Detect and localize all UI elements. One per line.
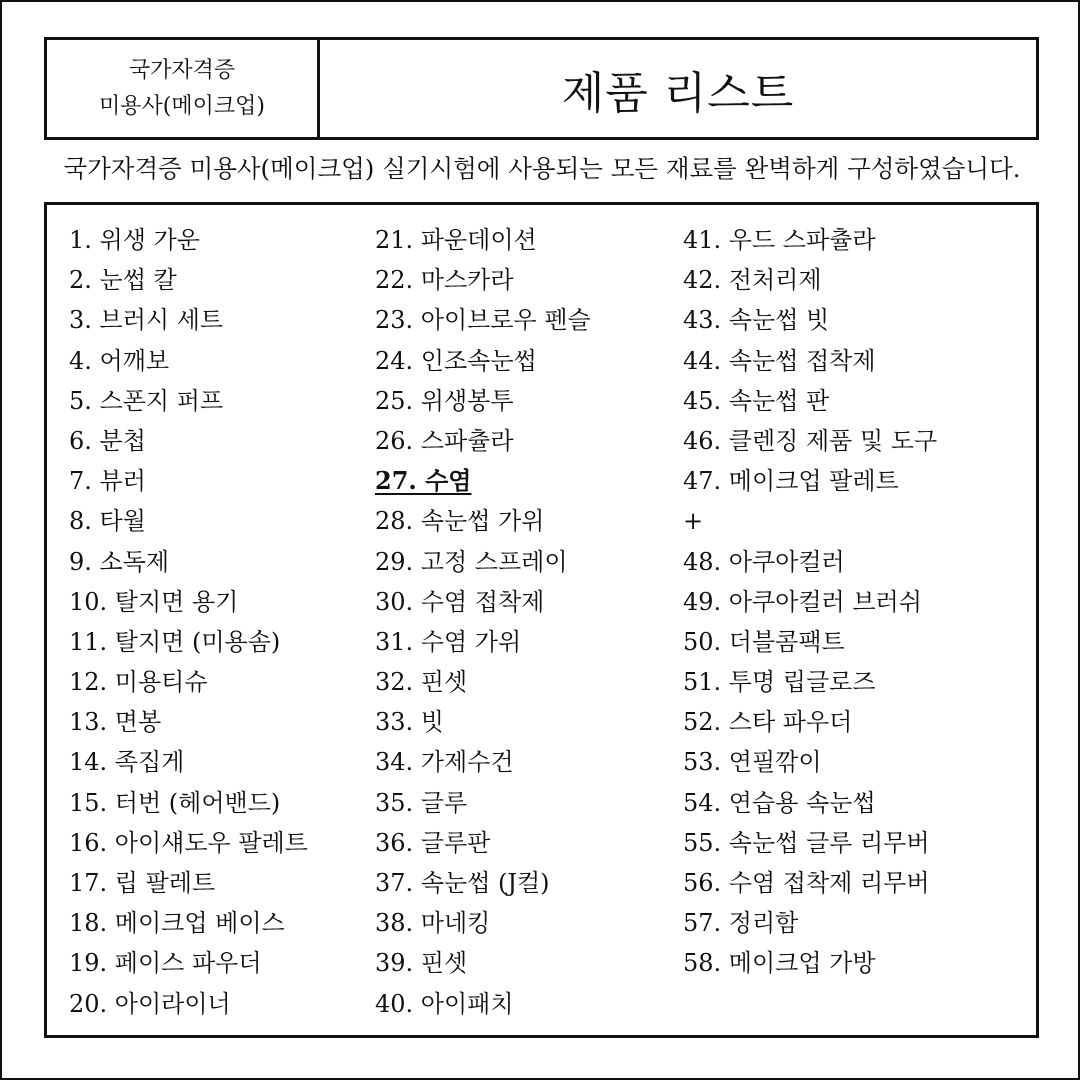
product-list-item: 7. 뷰러 (69, 467, 146, 496)
product-list-item: + (683, 507, 704, 536)
product-list-item: 45. 속눈썹 판 (683, 386, 830, 415)
product-list-item: 57. 정리함 (683, 909, 799, 938)
product-list-item: 34. 가제수건 (375, 748, 514, 777)
product-list-item: 31. 수염 가위 (375, 627, 522, 656)
product-list-item: 35. 글루 (375, 788, 468, 817)
product-list-item: 1. 위생 가운 (69, 226, 200, 254)
product-list-item: 26. 스파츌라 (375, 426, 514, 455)
page-title: 제품 리스트 (561, 67, 795, 119)
product-list-item: 30. 수염 접착제 (375, 587, 545, 616)
product-list-item: 43. 속눈썹 빗 (683, 306, 830, 335)
product-list-item: 20. 아이라이너 (69, 989, 231, 1018)
product-list-item: 19. 페이스 파우더 (69, 949, 262, 978)
product-column-1 (69, 222, 308, 1026)
product-list-item: 38. 마네킹 (375, 909, 491, 938)
product-list-item: 49. 아쿠아컬러 브러쉬 (683, 587, 922, 616)
product-list-item: 27. 수염 (375, 466, 472, 496)
product-list-item: 2. 눈썹 칼 (69, 266, 177, 295)
product-list (44, 202, 1039, 1038)
product-column-3 (683, 222, 937, 986)
product-list-item: 42. 전처리제 (683, 266, 822, 295)
product-list-item: 18. 메이크업 베이스 (69, 909, 285, 938)
product-list-item: 21. 파운데이션 (375, 226, 537, 254)
product-list-item: 13. 면봉 (69, 708, 162, 737)
product-list-item: 36. 글루판 (375, 828, 491, 857)
product-list-item: 55. 속눈썹 글루 리무버 (683, 828, 930, 857)
product-list-item: 47. 메이크업 팔레트 (683, 467, 899, 496)
product-list-item: 4. 어깨보 (69, 346, 170, 375)
product-list-item: 15. 터번 (헤어밴드) (69, 788, 281, 817)
product-list-item: 24. 인조속눈썹 (375, 346, 537, 375)
product-list-item: 32. 핀셋 (375, 668, 468, 697)
product-list-item: 9. 소독제 (69, 547, 170, 576)
product-list-item: 17. 립 팔레트 (69, 869, 216, 897)
product-list-item: 11. 탈지면 (미용솜) (69, 627, 281, 656)
product-list-item: 58. 메이크업 가방 (683, 949, 876, 978)
product-column-2 (375, 222, 591, 1026)
certification-cell (47, 40, 320, 137)
product-list-item: 40. 아이패치 (375, 989, 514, 1018)
header-table (44, 37, 1039, 140)
product-list-item: 10. 탈지면 용기 (69, 587, 239, 616)
product-list-item: 39. 핀셋 (375, 949, 468, 978)
product-list-item: 29. 고정 스프레이 (375, 547, 568, 576)
product-list-item: 41. 우드 스파츌라 (683, 226, 876, 254)
subtitle-text: 국가자격증 미용사(메이크업) 실기시험에 사용되는 모든 재료를 완벽하게 구성하였습니다. (63, 154, 1021, 183)
certification-line-1: 국가자격증 (128, 57, 236, 83)
certification-line-2: 미용사(메이크업) (99, 93, 265, 119)
product-list-item: 16. 아이섀도우 팔레트 (69, 828, 308, 857)
product-list-item: 33. 빗 (375, 708, 444, 737)
product-list-item: 23. 아이브로우 펜슬 (375, 306, 591, 335)
product-list-item: 44. 속눈썹 접착제 (683, 346, 876, 375)
product-list-item: 14. 족집게 (69, 748, 185, 777)
product-list-item: 6. 분첩 (69, 426, 146, 455)
product-list-item: 48. 아쿠아컬러 (683, 547, 845, 576)
product-list-item: 52. 스타 파우더 (683, 708, 853, 737)
product-list-item: 3. 브러시 세트 (69, 306, 224, 335)
product-list-item: 8. 타월 (69, 507, 146, 536)
product-list-item: 56. 수염 접착제 리무버 (683, 869, 930, 897)
product-list-item: 12. 미용티슈 (69, 668, 208, 697)
product-list-item: 22. 마스카라 (375, 266, 514, 295)
product-list-item: 51. 투명 립글로즈 (683, 668, 876, 697)
product-list-item: 5. 스폰지 퍼프 (69, 386, 224, 415)
product-list-item: 50. 더블콤팩트 (683, 627, 845, 656)
product-list-item: 25. 위생봉투 (375, 386, 514, 415)
product-list-item: 28. 속눈썹 가위 (375, 507, 545, 536)
product-list-item: 37. 속눈썹 (J컬) (375, 869, 550, 897)
product-list-item: 46. 클렌징 제품 및 도구 (683, 426, 938, 455)
product-list-item: 54. 연습용 속눈썹 (683, 788, 876, 817)
product-list-item: 53. 연필깎이 (683, 748, 822, 777)
